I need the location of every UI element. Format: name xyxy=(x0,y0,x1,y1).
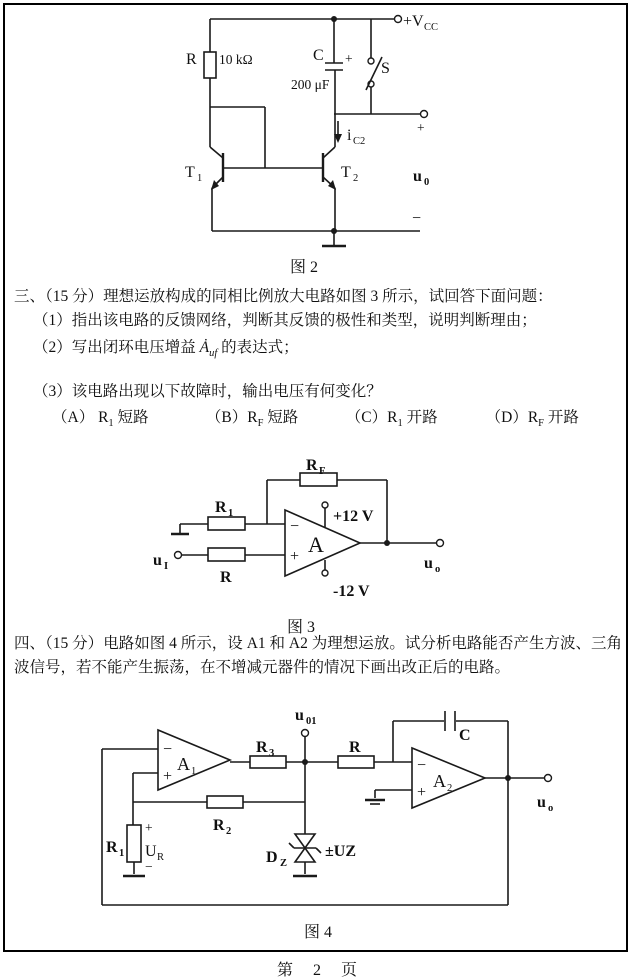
problem3-options xyxy=(52,407,579,435)
figure3-circuit-svg xyxy=(0,440,636,640)
fig4-dz-sub: Z xyxy=(280,858,288,869)
option-b: $(B)R_F$ 短路 xyxy=(205,409,299,430)
fig4-u01-label: u xyxy=(295,707,304,724)
fig2-vcc-label: +V xyxy=(403,13,424,30)
fig3-minus-input: − xyxy=(290,518,300,535)
fig2-resistor-label: R xyxy=(186,51,197,68)
option-c: $(C)R_1$ 开路 xyxy=(345,409,438,430)
fig2-capacitor-value: 200 μF xyxy=(291,77,330,92)
fig2-uo-sub: 0 xyxy=(424,177,430,188)
option-a: （A） $R_1$ 短路 xyxy=(52,409,149,430)
fig4-uo-sub: o xyxy=(548,803,554,814)
fig4-a2-plus: + xyxy=(417,784,427,801)
fig4-a2-sub: 2 xyxy=(447,783,453,794)
fig2-t1-label: T xyxy=(185,164,195,181)
fig2-ic2-sub: C2 xyxy=(353,136,366,147)
fig4-uo-label: u xyxy=(537,794,546,811)
fig2-out-minus: − xyxy=(412,210,422,227)
fig3-r1-label: R xyxy=(215,499,227,516)
fig2-resistor-value: 10 kΩ xyxy=(219,52,253,67)
fig4-ur-sub: R xyxy=(157,852,165,863)
fig4-ur-minus: − xyxy=(145,859,153,874)
fig4-r3-label: R xyxy=(256,739,268,756)
fig4-caption: 图 4 xyxy=(304,924,333,941)
fig2-t1-sub: 1 xyxy=(197,173,203,184)
fig2-switch-label: S xyxy=(381,60,390,77)
fig2-vcc-sub: CC xyxy=(424,22,439,33)
fig4-r1-label: R xyxy=(106,839,118,856)
q2-pre: （2）写出闭环电压增益 xyxy=(33,339,200,356)
q2-post: 的表达式； xyxy=(217,339,299,356)
fig3-caption: 图 3 xyxy=(287,619,316,636)
fig2-capacitor-label: C xyxy=(313,47,324,64)
fig4-a2-label: A xyxy=(433,771,446,791)
fig4-r-label: R xyxy=(349,739,361,756)
fig4-a1-plus: + xyxy=(163,768,173,785)
figure2-circuit-svg xyxy=(0,0,636,282)
page-number: 第 2 页 xyxy=(276,962,359,979)
fig3-rf-label: R xyxy=(306,457,318,474)
fig4-r2-sub: 2 xyxy=(226,826,232,837)
fig3-vplus-label: +12 V xyxy=(333,508,374,525)
gain-symbol: $Ȧ_{uf}$ xyxy=(199,339,218,360)
fig4-a1-minus: − xyxy=(163,741,173,758)
fig3-plus-input: + xyxy=(290,548,300,565)
fig4-ur-label: U xyxy=(145,843,157,860)
fig3-r-label: R xyxy=(220,569,232,586)
fig4-uz-label: ±UZ xyxy=(325,843,357,860)
fig3-r1-sub: 1 xyxy=(228,508,234,519)
fig3-vminus-label: -12 V xyxy=(333,583,370,600)
fig4-r1-sub: 1 xyxy=(119,848,125,859)
problem3-q3: （3）该电路出现以下故障时，输出电压有何变化？ xyxy=(33,383,382,400)
fig4-c-label: C xyxy=(459,727,471,744)
fig4-ur-plus: + xyxy=(145,820,153,835)
problem3-q2 xyxy=(33,337,299,365)
fig3-wires xyxy=(171,473,444,576)
option-d: $(D)R_F$ 开路 xyxy=(485,409,579,430)
problem3-title: 三、（15 分）理想运放构成的同相比例放大电路如图 3 所示，试回答下面问题： xyxy=(14,288,553,305)
figure4-circuit-svg xyxy=(0,695,636,950)
fig2-caption: 图 2 xyxy=(290,259,319,276)
fig2-ic2-label: i xyxy=(347,127,352,144)
fig2-out-plus: + xyxy=(417,120,425,135)
fig4-r2-label: R xyxy=(213,817,225,834)
problem3-q1: （1）指出该电路的反馈网络，判断其反馈的极性和类型，说明判断理由； xyxy=(33,312,537,329)
fig4-r3-sub: 3 xyxy=(269,748,275,759)
fig2-uo-label: u xyxy=(413,168,422,185)
fig4-a1-label: A xyxy=(177,754,190,774)
fig3-uo-label: u xyxy=(424,555,433,572)
fig4-u01-sub: 01 xyxy=(306,716,317,727)
fig4-a1-sub: 1 xyxy=(191,766,197,777)
fig2-t2-sub: 2 xyxy=(353,173,359,184)
fig3-opamp-label: A xyxy=(308,532,324,557)
fig4-a2-minus: − xyxy=(417,757,427,774)
fig3-ui-label: u xyxy=(153,552,162,569)
problem4-body: 四、（15 分）电路如图 4 所示，设 A1 和 A2 为理想运放。试分析电路能否产生方波、三角波信号，若不能产生振荡，在不增减元器件的情况下画出改正后的电路。 xyxy=(14,635,622,676)
fig2-capacitor-plus: + xyxy=(345,51,353,66)
fig3-ui-sub: I xyxy=(164,561,169,572)
fig4-dz-label: D xyxy=(266,849,278,866)
fig3-rf-sub: F xyxy=(319,466,326,477)
fig3-uo-sub: o xyxy=(435,564,441,575)
fig2-t2-label: T xyxy=(341,164,351,181)
